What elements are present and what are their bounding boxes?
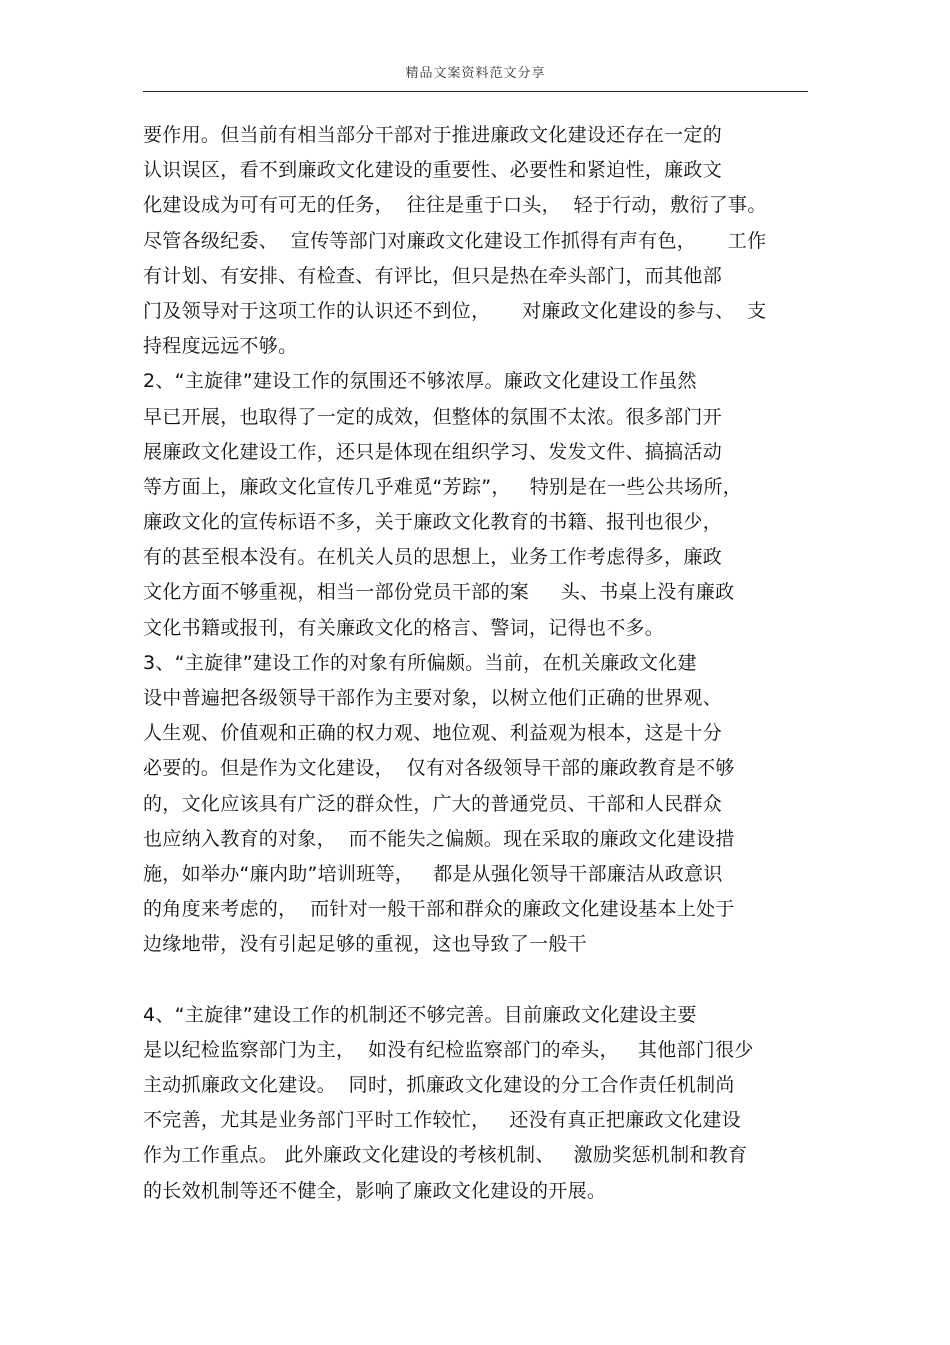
text-line: 设中普遍把各级领导干部作为主要对象，以树立他们正确的世界观、 [143,687,723,709]
page-header [143,62,808,92]
text-line: 门及领导对于这项工作的认识还不到位， 对廉政文化建设的参与、 支 [143,299,767,322]
text-line: 主动抓廉政文化建设。 同时，抓廉政文化建设的分工合作责任机制尚 [143,1074,735,1097]
text-line: 有计划、有安排、有检查、有评比，但只是热在牵头部门，而其他部 [143,264,723,287]
paragraph-4-start: 4、“主旋律”建设工作的机制还不够完善。目前廉政文化建设主要 [143,1003,697,1026]
text-line: 有的甚至根本没有。在机关人员的思想上，业务工作考虑得多，廉政 [143,546,723,569]
text-line: 的长效机制等还不健全，影响了廉政文化建设的开展。 [143,1179,607,1202]
text-line: 要作用。但当前有相当部分干部对于推进廉政文化建设还存在一定的 [143,124,723,146]
text-line: 文化书籍或报刊，有关廉政文化的格言、警词，记得也不多。 [143,616,665,639]
text-line: 化建设成为可有可无的任务， 往往是重于口头， 轻于行动，敷衍了事。 [143,194,767,217]
text-line: 持程度远远不够。 [143,335,298,358]
text-line: 作为工作重点。 此外廉政文化建设的考核机制、 激励奖惩机制和教育 [143,1144,748,1167]
text-line: 不完善，尤其是业务部门平时工作较忙， 还没有真正把廉政文化建设 [143,1109,742,1132]
text-line: 早已开展，也取得了一定的成效，但整体的氛围不太浓。很多部门开 [143,405,723,428]
text-line: 尽管各级纪委、 宣传等部门对廉政文化建设工作抓得有声有色， 工作 [143,229,767,252]
paragraph-3-start: 3、“主旋律”建设工作的对象有所偏颇。当前，在机关廉政文化建 [143,651,697,674]
text-line: 廉政文化的宣传标语不多，关于廉政文化教育的书籍、报刊也很少， [143,511,723,534]
text-line: 必要的。但是作为文化建设， 仅有对各级领导干部的廉政教育是不够 [143,757,735,780]
text-line: 施，如举办“廉内助”培训班等， 都是从强化领导干部廉洁从政意识 [143,862,723,885]
header-title: 精品文案资料范文分享 [405,66,546,81]
text-line: 的角度来考虑的， 而针对一般干部和群众的廉政文化建设基本上处于 [143,898,735,921]
text-line: 展廉政文化建设工作，还只是体现在组织学习、发发文件、搞搞活动 [143,440,723,463]
document-body [143,118,813,1209]
text-line: 认识误区，看不到廉政文化建设的重要性、必要性和紧迫性，廉政文 [143,159,723,182]
text-line: 文化方面不够重视，相当一部份党员干部的案 头、书桌上没有廉政 [143,581,735,604]
paragraph-2-start: 2、“主旋律”建设工作的氛围还不够浓厚。廉政文化建设工作虽然 [143,370,697,393]
text-line: 也应纳入教育的对象， 而不能失之偏颇。现在采取的廉政文化建设措 [143,827,735,850]
blank-line [143,963,813,998]
text-line: 等方面上，廉政文化宣传几乎难觅“芳踪”， 特别是在一些公共场所， [143,475,743,498]
text-line: 人生观、价值观和正确的权力观、地位观、利益观为根本，这是十分 [143,722,723,745]
text-line: 是以纪检监察部门为主， 如没有纪检监察部门的牵头， 其他部门很少 [143,1038,754,1061]
text-line: 边缘地带，没有引起足够的重视，这也导致了一般干 [143,933,587,956]
text-line: 的，文化应该具有广泛的群众性，广大的普通党员、干部和人民群众 [143,792,723,815]
